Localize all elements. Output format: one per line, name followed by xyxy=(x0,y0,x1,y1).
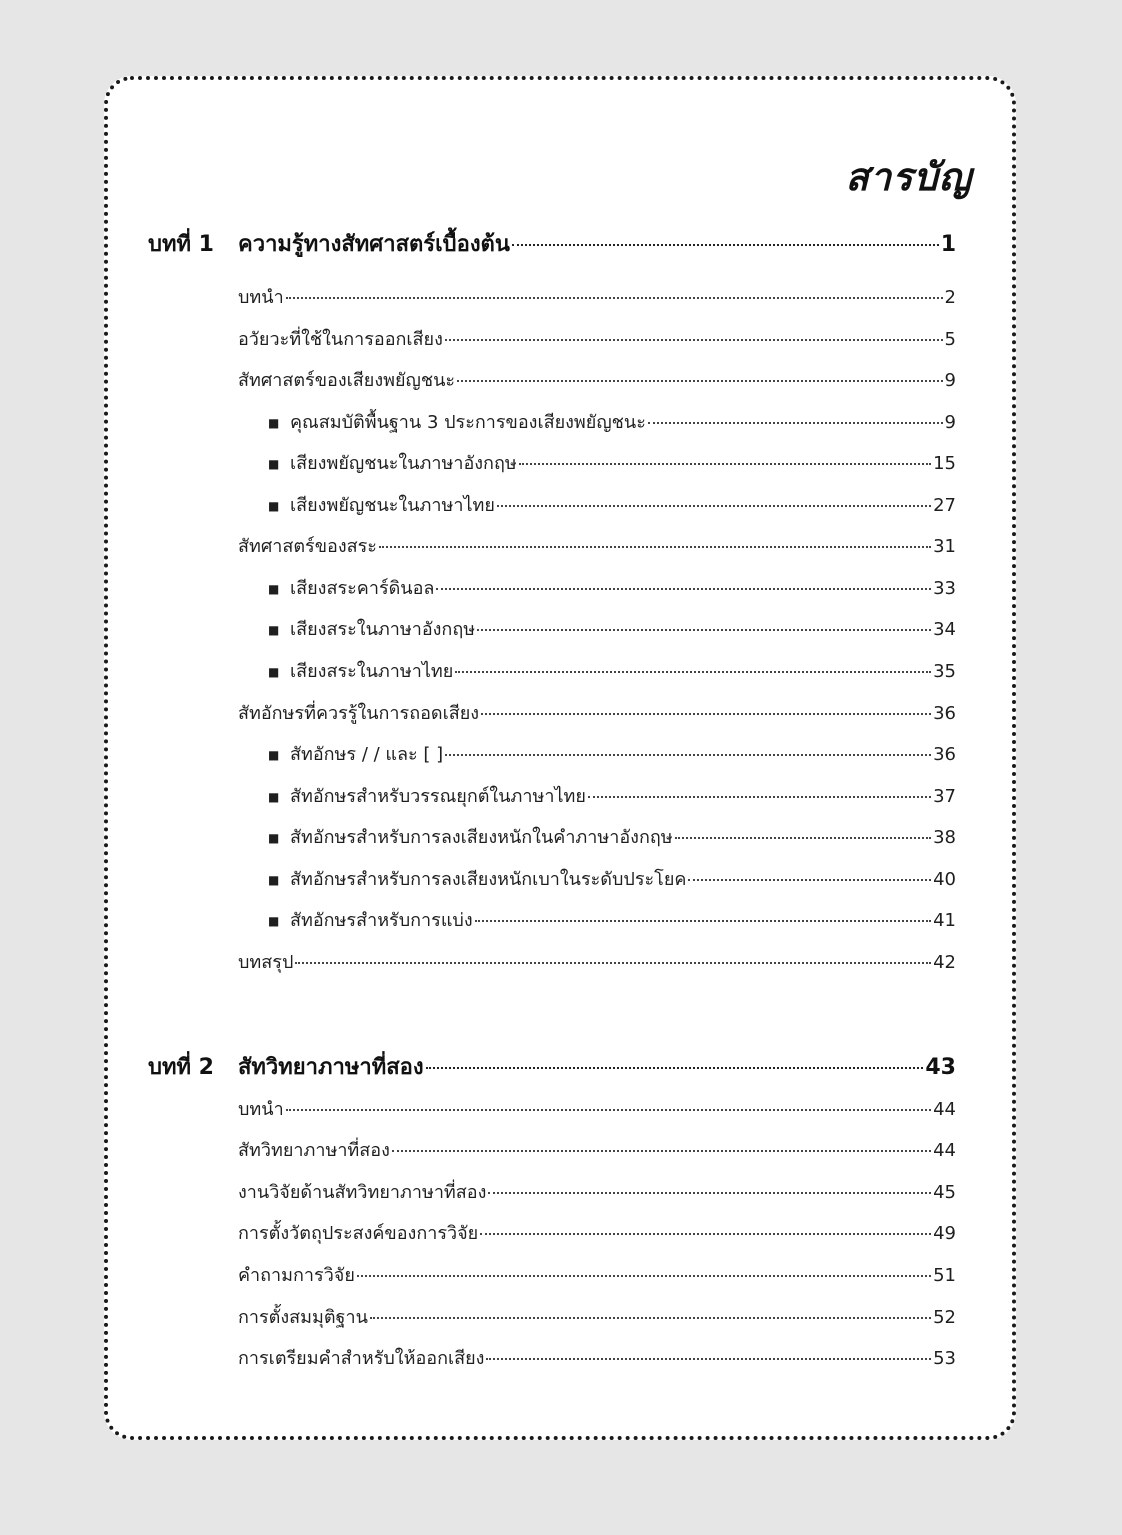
entry-page: 42 xyxy=(933,952,956,973)
toc-entry[interactable] xyxy=(238,947,956,977)
dot-leader xyxy=(445,736,931,756)
entry-label: บทสรุป xyxy=(238,952,294,973)
dot-leader xyxy=(457,362,943,382)
entry-page: 37 xyxy=(933,786,956,807)
entry-label: การเตรียมคำสำหรับให้ออกเสียง xyxy=(238,1348,485,1369)
toc-entry[interactable] xyxy=(238,365,956,395)
toc-entry[interactable] xyxy=(238,1135,956,1165)
entry-label: การตั้งวัตถุประสงค์ของการวิจัย xyxy=(238,1223,479,1244)
entry-label: สัทศาสตร์ของสระ xyxy=(238,536,377,557)
toc-subentry[interactable] xyxy=(268,905,956,935)
toc-subentry[interactable] xyxy=(268,614,956,644)
dot-leader xyxy=(436,570,931,590)
dot-leader xyxy=(286,279,943,299)
entry-page: 31 xyxy=(933,536,956,557)
dot-leader xyxy=(445,321,943,341)
chapter-number: บทที่ 1 xyxy=(148,232,214,257)
entry-label: งานวิจัยด้านสัทวิทยาภาษาที่สอง xyxy=(238,1182,487,1203)
bullet-icon: ■ xyxy=(268,499,280,513)
entry-label: สัทอักษรสำหรับการลงเสียงหนักเบาในระดับประโยค xyxy=(290,869,687,890)
dot-leader xyxy=(486,1340,931,1360)
entry-page: 9 xyxy=(944,412,956,433)
bullet-icon: ■ xyxy=(268,790,280,804)
entry-label: เสียงสระในภาษาอังกฤษ xyxy=(290,619,476,640)
dot-leader xyxy=(477,611,931,631)
bullet-icon: ■ xyxy=(268,582,280,596)
dot-leader xyxy=(295,944,931,964)
toc-entry[interactable] xyxy=(238,531,956,561)
entry-label: บทนำ xyxy=(238,1099,284,1120)
entry-page: 33 xyxy=(933,578,956,599)
toc-entry[interactable] xyxy=(238,1343,956,1373)
entry-label: เสียงสระในภาษาไทย xyxy=(290,661,454,682)
bullet-icon: ■ xyxy=(268,748,280,762)
entry-page: 27 xyxy=(933,495,956,516)
entry-page: 45 xyxy=(933,1182,956,1203)
entry-page: 34 xyxy=(933,619,956,640)
entry-label: สัทวิทยาภาษาที่สอง xyxy=(238,1140,390,1161)
dot-leader xyxy=(648,404,943,424)
entry-page: 2 xyxy=(944,287,956,308)
dot-leader xyxy=(675,819,931,839)
dot-leader xyxy=(379,528,931,548)
toc-entry[interactable] xyxy=(238,1218,956,1248)
dot-leader xyxy=(480,1215,931,1235)
entry-page: 35 xyxy=(933,661,956,682)
dot-leader xyxy=(357,1257,931,1277)
toc-subentry[interactable] xyxy=(268,656,956,686)
bullet-icon: ■ xyxy=(268,873,280,887)
entry-label: เสียงสระคาร์ดินอล xyxy=(290,578,435,599)
entry-label: เสียงพยัญชนะในภาษาอังกฤษ xyxy=(290,453,517,474)
dot-leader xyxy=(488,1174,931,1194)
entry-label: สัทอักษรที่ควรรู้ในการถอดเสียง xyxy=(238,703,480,724)
bullet-icon: ■ xyxy=(268,457,280,471)
dot-leader xyxy=(688,861,931,881)
dot-leader xyxy=(497,487,931,507)
entry-page: 49 xyxy=(933,1223,956,1244)
entry-page: 15 xyxy=(933,453,956,474)
entry-label: คำถามการวิจัย xyxy=(238,1265,355,1286)
toc-subentry[interactable] xyxy=(268,573,956,603)
entry-label: สัทศาสตร์ของเสียงพยัญชนะ xyxy=(238,370,456,391)
dot-leader xyxy=(588,778,931,798)
toc-entry[interactable] xyxy=(238,282,956,312)
bullet-icon: ■ xyxy=(268,914,280,928)
entry-page: 9 xyxy=(944,370,956,391)
entry-page: 40 xyxy=(933,869,956,890)
entry-page: 51 xyxy=(933,1265,956,1286)
dot-leader xyxy=(519,445,931,465)
dot-leader xyxy=(455,653,931,673)
page-title: สารบัญ xyxy=(845,155,972,199)
toc-subentry[interactable] xyxy=(268,864,956,894)
dot-leader xyxy=(286,1091,931,1111)
dot-leader xyxy=(370,1299,931,1319)
bullet-icon: ■ xyxy=(268,665,280,679)
entry-page: 38 xyxy=(933,827,956,848)
dot-leader xyxy=(426,1045,924,1069)
dot-leader xyxy=(512,222,939,246)
chapter-heading-2[interactable] xyxy=(148,1049,956,1081)
bullet-icon: ■ xyxy=(268,416,280,430)
toc-entry[interactable] xyxy=(238,1177,956,1207)
toc-subentry[interactable] xyxy=(268,822,956,852)
entry-label: คุณสมบัติพื้นฐาน 3 ประการของเสียงพยัญชนะ xyxy=(290,412,646,433)
toc-subentry[interactable] xyxy=(268,407,956,437)
toc-entry[interactable] xyxy=(238,1302,956,1332)
entry-label: เสียงพยัญชนะในภาษาไทย xyxy=(290,495,495,516)
entry-page: 36 xyxy=(933,703,956,724)
entry-label: อวัยวะที่ใช้ในการออกเสียง xyxy=(238,329,443,350)
entry-label: การตั้งสมมุติฐาน xyxy=(238,1307,368,1328)
entry-page: 5 xyxy=(944,329,956,350)
chapter-number: บทที่ 2 xyxy=(148,1055,214,1080)
toc-entry[interactable] xyxy=(238,1260,956,1290)
entry-label: สัทอักษรสำหรับการลงเสียงหนักในคำภาษาอังกฤษ xyxy=(290,827,673,848)
entry-label: บทนำ xyxy=(238,287,284,308)
bullet-icon: ■ xyxy=(268,831,280,845)
chapter-title: ความรู้ทางสัทศาสตร์เบื้องต้น xyxy=(238,232,510,257)
toc-subentry[interactable] xyxy=(268,448,956,478)
entry-page: 44 xyxy=(933,1140,956,1161)
bullet-icon: ■ xyxy=(268,623,280,637)
toc-subentry[interactable] xyxy=(268,490,956,520)
chapter-page: 1 xyxy=(940,232,956,257)
toc-entry[interactable] xyxy=(238,324,956,354)
toc-entry[interactable] xyxy=(238,698,956,728)
toc-page xyxy=(104,76,1016,1440)
entry-page: 41 xyxy=(933,910,956,931)
entry-page: 53 xyxy=(933,1348,956,1369)
dot-leader xyxy=(481,695,931,715)
entry-label: สัทอักษรสำหรับวรรณยุกต์ในภาษาไทย xyxy=(290,786,586,807)
entry-page: 52 xyxy=(933,1307,956,1328)
chapter-page: 43 xyxy=(925,1055,956,1080)
chapter-title: สัทวิทยาภาษาที่สอง xyxy=(238,1055,424,1080)
toc-subentry[interactable] xyxy=(268,739,956,769)
entry-label: สัทอักษรสำหรับการแบ่ง xyxy=(290,910,473,931)
toc-subentry[interactable] xyxy=(268,781,956,811)
entry-page: 44 xyxy=(933,1099,956,1120)
entry-page: 36 xyxy=(933,744,956,765)
dot-leader xyxy=(392,1132,931,1152)
toc-entry[interactable] xyxy=(238,1094,956,1124)
entry-label: สัทอักษร / / และ [ ] xyxy=(290,744,444,765)
chapter-heading-1[interactable] xyxy=(148,226,956,258)
dot-leader xyxy=(475,902,931,922)
